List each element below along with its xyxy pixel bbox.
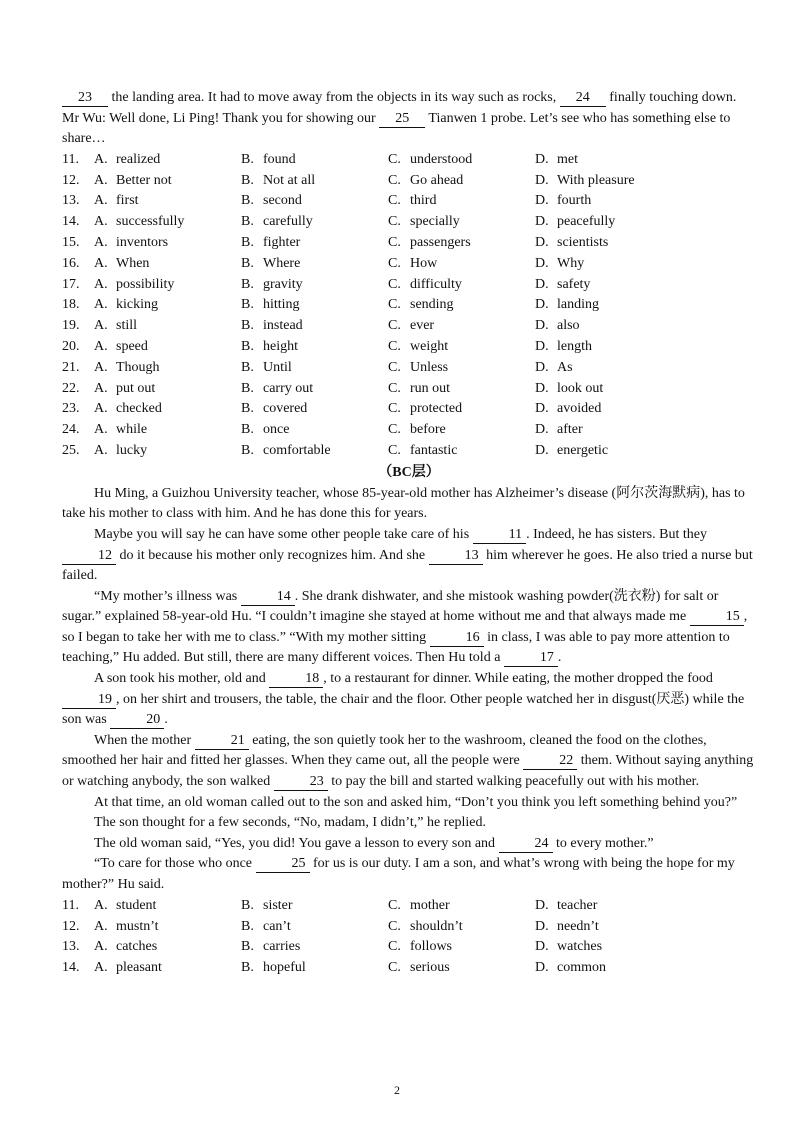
option-row: 22. A. put out B. carry out C. run out D. look out xyxy=(62,380,604,396)
blank-23b: 23 xyxy=(274,774,328,791)
passage2-paragraph-1: Hu Ming, a Guizhou University teacher, whose 85-year-old mother has Alzheimer’s disease (阿尔茨海默病), has to take his mother to class with him. And he has done this for years. xyxy=(62,485,745,522)
blank-12: 12 xyxy=(62,548,116,565)
option-row: 24. A. while B. once C. before D. after xyxy=(62,422,583,438)
blank-24b: 24 xyxy=(499,836,553,853)
option-row: 15. A. inventors B. fighter C. passengers D. scientists xyxy=(62,235,609,251)
option-row: 12. A. mustn’t B. can’t C. shouldn’t D. needn’t xyxy=(62,918,599,934)
passage2-paragraph-6: At that time, an old woman called out to the son and asked him, “Don’t you think you left something behind you?” xyxy=(94,794,738,810)
passage2-paragraph-9: “To care for those who once 25 for us is our duty. I am a son, and what’s wrong with being the hope for my mother?” Hu said. xyxy=(62,856,735,893)
option-row: 11. A. student B. sister C. mother D. teacher xyxy=(62,897,598,913)
blank-13: 13 xyxy=(429,548,483,565)
passage1-paragraph-2: Mr Wu: Well done, Li Ping! Thank you for showing our 25 Tianwen 1 probe. Let’s see who has something else to share… xyxy=(62,110,731,147)
passage2-paragraph-2: Maybe you will say he can have some other people take care of his 11 . Indeed, he has sisters. But they 12 do it because his mother only recognizes him. And she 13 him wherever he goes. He also tried a nurse but failed. xyxy=(62,526,753,584)
blank-24: 24 xyxy=(560,90,606,107)
option-row: 25. A. lucky B. comfortable C. fantastic D. energetic xyxy=(62,443,609,459)
option-row: 14. A. pleasant B. hopeful C. serious D. common xyxy=(62,960,606,976)
blank-11: 11 xyxy=(473,527,526,544)
section-title-bc: （BC层） xyxy=(378,464,440,480)
page-content xyxy=(62,88,756,979)
options-list-2 xyxy=(62,896,756,979)
option-row: 21. A. Though B. Until C. Unless D. As xyxy=(62,359,573,375)
passage2-paragraph-5: When the mother 21 eating, the son quietly took her to the washroom, cleaned the food on the clothes, smoothed her hair and fitted her glasses. When they came out, all the people were 22 them. Without saying anything or watching anybody, the son walked 23 to pay the bill and started walking peacefully out with his mother. xyxy=(62,732,754,790)
option-row: 20. A. speed B. height C. weight D. length xyxy=(62,339,592,355)
passage2-paragraph-7: The son thought for a few seconds, “No, madam, I didn’t,” he replied. xyxy=(94,815,487,831)
blank-14: 14 xyxy=(241,589,295,606)
option-row: 16. A. When B. Where C. How D. Why xyxy=(62,255,585,271)
blank-15: 15 xyxy=(690,609,744,626)
option-row: 13. A. catches B. carries C. follows D. watches xyxy=(62,939,603,955)
option-row: 17. A. possibility B. gravity C. difficulty D. safety xyxy=(62,276,591,292)
option-row: 13. A. first B. second C. third D. fourth xyxy=(62,193,592,209)
option-row: 11. A. realized B. found C. understood D. met xyxy=(62,151,578,167)
option-row: 19. A. still B. instead C. ever D. also xyxy=(62,318,580,334)
blank-23: 23 xyxy=(62,90,108,107)
blank-20: 20 xyxy=(110,712,164,729)
option-row: 14. A. successfully B. carefully C. specially D. peacefully xyxy=(62,214,616,230)
option-row: 18. A. kicking B. hitting C. sending D. landing xyxy=(62,297,599,313)
page-number: 2 xyxy=(394,1083,400,1097)
blank-25: 25 xyxy=(379,111,425,128)
blank-17: 17 xyxy=(504,650,558,667)
options-list-1 xyxy=(62,150,756,462)
blank-21: 21 xyxy=(195,733,249,750)
passage1-paragraph-1: 23 the landing area. It had to move away from the objects in its way such as rocks, 24 finally touching down. xyxy=(62,88,756,109)
blank-25b: 25 xyxy=(256,856,310,873)
blank-16: 16 xyxy=(430,630,484,647)
option-row: 12. A. Better not B. Not at all C. Go ahead D. With pleasure xyxy=(62,172,635,188)
blank-22: 22 xyxy=(523,753,577,770)
blank-18: 18 xyxy=(269,671,323,688)
passage2-paragraph-3: “My mother’s illness was 14 . She drank dishwater, and she mistook washing powder(洗衣粉) for salt or sugar.” explained 58-year-old Hu. “I couldn’t imagine she stayed at home without me and that always made me 15 , so I began to take her with me to class.” “With my mother sitting 16 in class, I was able to pay more attention to teaching,” Hu added. But still, there are many different voices. Then Hu told a 17 . xyxy=(62,588,748,666)
option-row: 23. A. checked B. covered C. protected D. avoided xyxy=(62,401,602,417)
blank-19: 19 xyxy=(62,692,116,709)
passage2-paragraph-4: A son took his mother, old and 18 , to a restaurant for dinner. While eating, the mother dropped the food 19 , on her shirt and trousers, the table, the chair and the floor. Other people watched her in disgust(厌恶) while the son was 20 . xyxy=(62,671,745,728)
passage2-paragraph-8: The old woman said, “Yes, you did! You gave a lesson to every son and 24 to every mother.” xyxy=(94,835,654,851)
